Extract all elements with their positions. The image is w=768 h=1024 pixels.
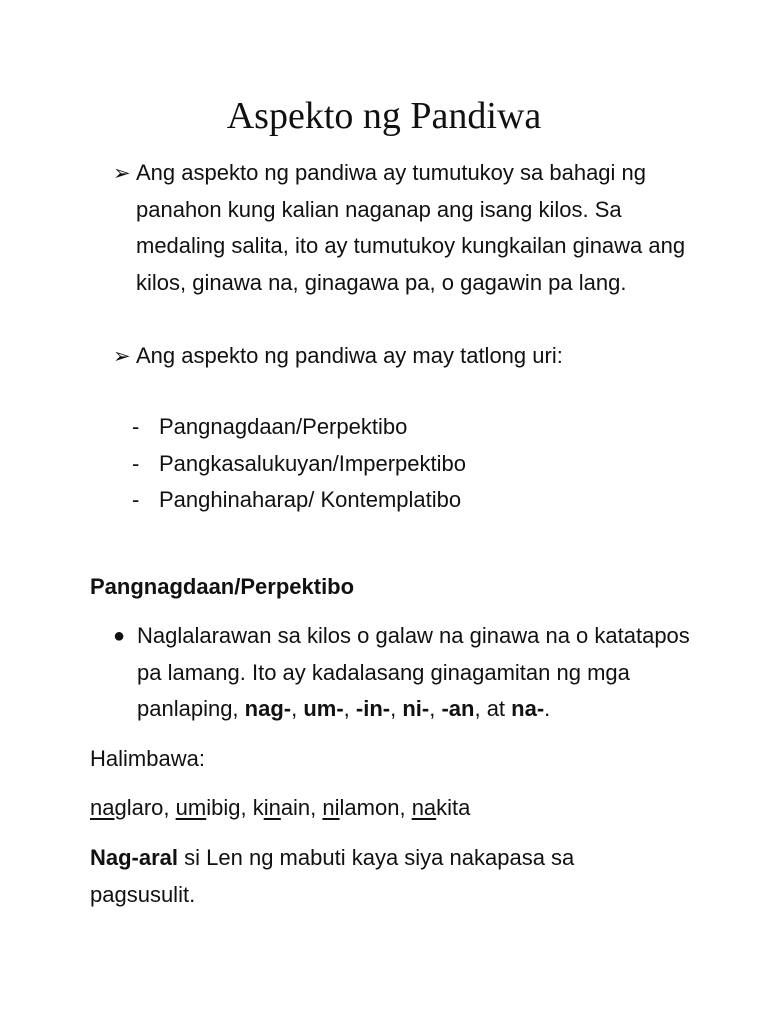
- affix: um-: [303, 696, 344, 721]
- section-bullet: [113, 618, 693, 728]
- separator: , at: [474, 696, 512, 721]
- intro-item-types: [113, 338, 703, 375]
- sentence-rest: si Len ng mabuti kaya siya nakapasa sa pagsusulit.: [90, 845, 575, 907]
- separator: .: [544, 696, 551, 721]
- round-bullet-icon: ●: [113, 625, 126, 647]
- separator: ,: [429, 696, 442, 721]
- example-sentence: [90, 840, 630, 913]
- type-label: Pangkasalukuyan/Imperpektibo: [159, 450, 466, 476]
- example-label: Halimbawa:: [90, 746, 205, 771]
- separator: ,: [163, 795, 176, 820]
- intro-item-definition: [113, 155, 703, 301]
- affix: -in-: [355, 696, 391, 721]
- example-word: nakita: [411, 795, 471, 820]
- intro-item-text: Ang aspekto ng pandiwa ay may tatlong uri:: [136, 343, 563, 368]
- example-word: naglaro: [90, 795, 164, 820]
- dash-marker: -: [132, 487, 140, 512]
- separator: ,: [343, 696, 356, 721]
- affix: ni-: [402, 696, 430, 721]
- separator: ,: [310, 795, 323, 820]
- example-word: nilamon: [322, 795, 400, 820]
- separator: ,: [291, 696, 304, 721]
- affix: -an: [441, 696, 475, 721]
- page-title: Aspekto ng Pandiwa: [226, 95, 542, 137]
- type-label: Pangnagdaan/Perpektibo: [159, 414, 408, 439]
- separator: ,: [390, 696, 403, 721]
- affix: na-: [511, 696, 545, 721]
- intro-item-text: Ang aspekto ng pandiwa ay tumutukoy sa bahagi ng panahon kung kalian naganap ang isang kilos. Sa medaling salita, ito ay tumutukoy kungkailan ginawa ang kilos, ginawa na, ginagawa pa, o gagawin pa lang.: [136, 160, 686, 295]
- separator: ,: [399, 795, 412, 820]
- separator: ,: [240, 795, 253, 820]
- example-word: umibig: [175, 795, 241, 820]
- example-word: kinain: [252, 795, 311, 820]
- type-label: Panghinaharap/ Kontemplatibo: [159, 487, 462, 512]
- dash-marker: -: [132, 450, 140, 476]
- arrow-bullet-icon: ➢: [113, 344, 131, 368]
- dash-marker: -: [132, 414, 140, 439]
- sentence-verb: Nag-aral: [90, 845, 179, 870]
- bullet-description: Naglalarawan sa kilos o galaw na ginawa na o katatapos pa lamang. Ito ay kadalasang ginagamitan ng mga panlaping,: [137, 623, 690, 721]
- example-words: [90, 790, 690, 827]
- section-heading: Pangnagdaan/Perpektibo: [90, 574, 355, 599]
- arrow-bullet-icon: ➢: [113, 161, 131, 185]
- bullet-text: [137, 618, 693, 728]
- affix: nag-: [244, 696, 292, 721]
